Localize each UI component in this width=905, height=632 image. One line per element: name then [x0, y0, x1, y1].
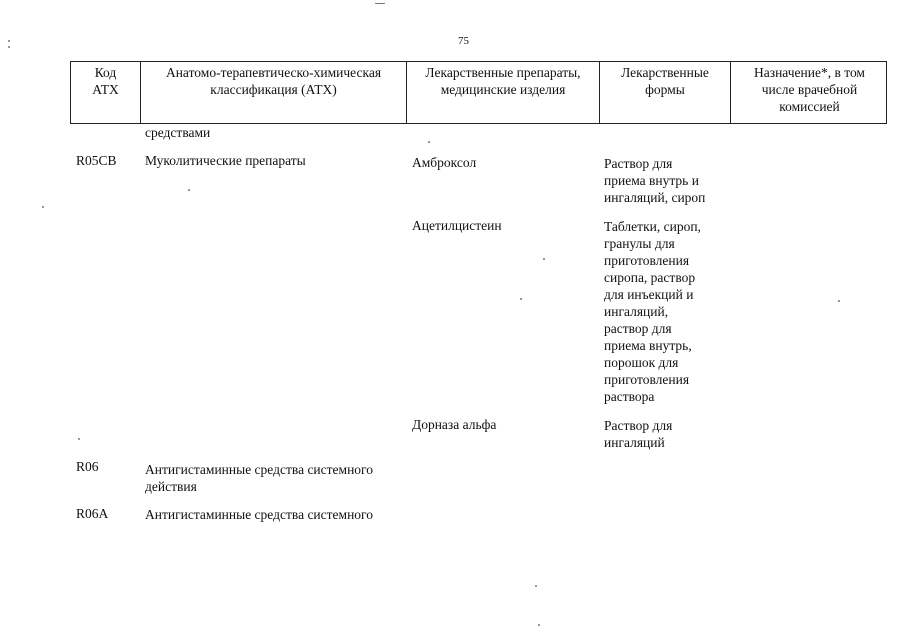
- scan-speck: [8, 46, 10, 48]
- scan-speck: [188, 189, 190, 191]
- row-atx: Муколитические препараты: [145, 153, 306, 168]
- row-atx: Антигистаминные средства системного: [145, 507, 374, 522]
- page-number: 75: [458, 35, 469, 47]
- row-code: R05CB: [76, 153, 117, 168]
- row-code: R06: [76, 459, 99, 474]
- drug-name: Амброксол: [412, 155, 477, 170]
- header-purpose: Назначение*, в том числе врачебной комиссией: [754, 65, 865, 114]
- header-forms: Лекарственные формы: [600, 62, 731, 123]
- drug-form: Раствор для приема внутрь и ингаляций, сироп: [604, 156, 706, 205]
- scan-speck: [78, 438, 80, 440]
- scan-speck: [535, 585, 537, 587]
- scan-speck: [428, 141, 430, 143]
- continuation-text: средствами: [145, 125, 211, 140]
- row-code: R06A: [76, 506, 109, 521]
- scan-speck: [42, 206, 44, 208]
- scan-speck: [538, 624, 540, 626]
- scan-speck: [520, 298, 522, 300]
- header-drugs: Лекарственные препараты, медицинские изделия: [407, 62, 600, 123]
- scan-speck: [375, 3, 385, 4]
- scan-speck: [838, 300, 840, 302]
- drug-form: Таблетки, сироп, гранулы для приготовления сиропа, раствор для инъекций и ингаляций, раствор для приема внутрь, порошок для приготовления раствора: [604, 219, 701, 404]
- row-atx: Антигистаминные средства системного действия: [145, 462, 374, 494]
- drug-form: Раствор для ингаляций: [604, 418, 673, 450]
- scan-speck: [543, 258, 545, 260]
- header-code: Код АТХ: [71, 62, 141, 123]
- table-header: [70, 61, 887, 124]
- drug-name: Ацетилцистеин: [412, 218, 502, 233]
- scan-speck: [8, 40, 10, 42]
- drug-name: Дорназа альфа: [412, 417, 497, 432]
- header-atx: Анатомо-терапевтическо-химическая классификация (АТХ): [141, 62, 407, 123]
